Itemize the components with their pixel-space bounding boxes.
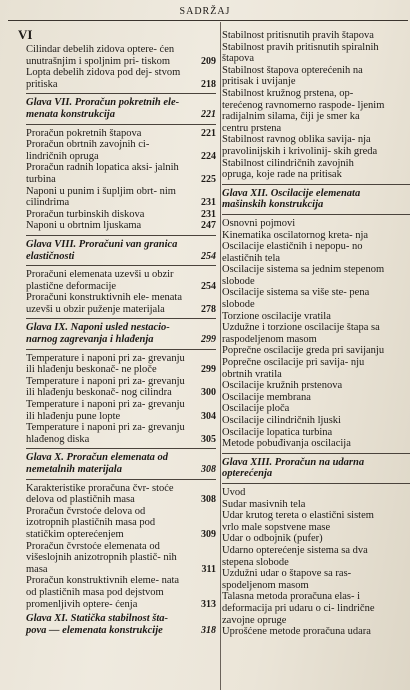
- toc-entry-title: Sudar masivnih tela: [222, 498, 306, 510]
- toc-entry[interactable]: [26, 209, 216, 221]
- toc-entry[interactable]: [26, 162, 216, 185]
- page-number: VI: [18, 27, 33, 42]
- section-rule: [26, 265, 216, 266]
- toc-entry-title: Oscilacije lopatica turbina: [222, 426, 333, 438]
- toc-entry-title: Proračuni konstruktivnih ele- menata uzevši u obzir puženje materijala: [26, 292, 182, 315]
- toc-entry[interactable]: [26, 128, 216, 140]
- toc-entry-title: Karakteristike proračuna čvr- stoće delova od plastičnih masa: [26, 482, 174, 506]
- toc-page-number: 225: [201, 173, 216, 185]
- toc-page-number: 305: [201, 433, 216, 445]
- toc-entry[interactable]: [222, 158, 410, 181]
- toc-entry-title: Proračun čvrstoće elemenata od višeslojnih anizotropnih plastič- nih masa: [26, 540, 177, 575]
- toc-page-number: 299: [201, 334, 216, 346]
- toc-page-number: 309: [201, 528, 216, 540]
- section-rule: [222, 453, 410, 454]
- toc-left-column: [26, 44, 216, 636]
- toc-entry[interactable]: [26, 186, 216, 209]
- toc-page-number: 311: [201, 563, 216, 575]
- toc-entry-title: Stabilnost pritisnutih pravih štapova: [222, 30, 374, 41]
- toc-page-number: 209: [201, 55, 216, 67]
- toc-entry-title: Stabilnost ravnog oblika savija- nja pravolinijskih i krivolinij- skih greda: [222, 134, 378, 157]
- toc-entry[interactable]: [222, 380, 410, 392]
- section-rule: [26, 93, 216, 94]
- toc-entry[interactable]: [26, 399, 216, 422]
- toc-entry[interactable]: [222, 545, 410, 568]
- toc-entry-title: Oscilacije ploča: [222, 403, 290, 415]
- toc-page-number: 247: [201, 220, 216, 232]
- toc-entry[interactable]: [222, 88, 410, 134]
- toc-entry[interactable]: [222, 264, 410, 287]
- toc-page-number: 299: [201, 364, 216, 376]
- toc-entry-title: Metode pobuđivanja oscilacija: [222, 438, 351, 450]
- section-rule: [26, 235, 216, 236]
- toc-entry-title: Uprošćene metode proračuna udara: [222, 626, 371, 638]
- toc-page-number: 231: [201, 197, 216, 209]
- toc-entry-title: Glava VII. Proračun pokretnih ele- menata konstrukcija: [26, 97, 180, 120]
- toc-entry[interactable]: [26, 506, 216, 541]
- toc-page-number: 254: [201, 280, 216, 292]
- toc-chapter-heading[interactable]: [222, 457, 410, 480]
- toc-entry-title: Stabilnost štapova opterećenih na pritisak i uvijanje: [222, 64, 363, 88]
- toc-entry[interactable]: [222, 357, 410, 380]
- toc-entry[interactable]: [26, 139, 216, 162]
- toc-entry[interactable]: [26, 376, 216, 399]
- section-rule: [26, 479, 216, 480]
- toc-entry-title: Proračun konstruktivnih eleme- nata od plastičnih masa pod dejstvom promenljivih optere- ćenja: [26, 575, 180, 610]
- toc-entry-title: Proračuni elemenata uzevši u obzir plastične deformacije: [26, 269, 174, 292]
- toc-page-number: 304: [201, 410, 216, 422]
- toc-page-number: 313: [201, 598, 216, 610]
- toc-entry[interactable]: [222, 626, 410, 638]
- toc-entry[interactable]: [222, 30, 410, 42]
- toc-entry-title: Oscilacije membrana: [222, 391, 311, 403]
- toc-entry-title: Proračun turbinskih diskova: [26, 208, 145, 220]
- toc-entry-title: Poprečne oscilacije greda pri savijanju: [222, 345, 385, 357]
- toc-entry[interactable]: [222, 241, 410, 264]
- toc-entry-title: Torzione oscilacije vratila: [222, 310, 331, 322]
- toc-entry-title: Naponi u punim i šupljim obrt- nim cilindrima: [26, 185, 176, 209]
- toc-entry-title: Temperature i naponi pri za- grevanju ili hlađenju beskonač- nog cilindra: [26, 375, 185, 399]
- toc-entry-title: Osnovni pojmovi: [222, 217, 296, 229]
- toc-entry[interactable]: [26, 422, 216, 445]
- toc-entry[interactable]: [222, 533, 410, 545]
- toc-entry[interactable]: [222, 403, 410, 415]
- toc-entry[interactable]: [222, 322, 410, 345]
- toc-entry-title: Stabilnost kružnog prstena, op- terećenog ravnomerno raspode- ljenim radijalnim silama, čiji je smer ka centru prstena: [222, 87, 385, 134]
- toc-entry-title: Naponi u obrtnim ljuskama: [26, 220, 142, 232]
- toc-entry-title: Glava X. Proračun elemenata od nemetalnih materijala: [26, 452, 169, 475]
- toc-entry-title: Glava XI. Statička stabilnost šta- pova — elemenata konstrukcije: [26, 613, 169, 636]
- toc-entry[interactable]: [222, 438, 410, 450]
- toc-entry-title: Udar o odbojnik (pufer): [222, 533, 323, 545]
- toc-entry-title: Kinematika oscilatornog kreta- nja: [222, 229, 369, 241]
- toc-page-number: 278: [201, 303, 216, 315]
- toc-entry[interactable]: [222, 568, 410, 591]
- toc-right-column: [222, 30, 410, 638]
- toc-entry[interactable]: [222, 42, 410, 65]
- section-rule: [26, 318, 216, 319]
- toc-page-number: 231: [201, 208, 216, 220]
- toc-entry-title: Udarno opterećenje sistema sa dva stepena slobode: [222, 544, 368, 568]
- section-rule: [222, 483, 410, 484]
- toc-entry-title: Proračun pokretnih štapova: [26, 127, 142, 139]
- toc-entry-title: Uzdužni udar o štapove sa ras- spodeljenom masom: [222, 568, 352, 591]
- toc-entry[interactable]: [26, 44, 216, 67]
- toc-entry[interactable]: [222, 487, 410, 499]
- toc-entry-title: Glava VIII. Proračuni van granica elastičnosti: [26, 238, 178, 262]
- toc-entry-title: Udar krutog tereta o elastični sistem vrlo male sopstvene mase: [222, 510, 374, 533]
- toc-entry[interactable]: [222, 392, 410, 404]
- toc-entry[interactable]: [26, 483, 216, 506]
- toc-page-number: 308: [201, 464, 216, 475]
- toc-entry[interactable]: [222, 311, 410, 323]
- column-divider: [220, 22, 221, 690]
- toc-chapter-heading[interactable]: [26, 239, 216, 262]
- toc-chapter-heading[interactable]: [222, 188, 410, 211]
- toc-entry-title: Stabilnost pravih pritisnutih spiralnih štapova: [222, 41, 379, 65]
- toc-entry[interactable]: [222, 591, 410, 626]
- toc-entry-title: Talasna metoda proračuna elas- i deformacija pri udaru o ci- lindrične zavojne opruge: [222, 591, 375, 626]
- section-rule: [26, 448, 216, 449]
- toc-entry-title: Oscilacije kružnih prstenova: [222, 380, 343, 392]
- toc-entry-title: Cilindar debelih zidova optere- ćen unutrašnjim i spoljnim pri- tiskom: [26, 44, 175, 67]
- toc-entry[interactable]: [222, 499, 410, 511]
- toc-entry-title: Oscilacije sistema sa više ste- pena slobode: [222, 287, 370, 311]
- toc-entry-title: Poprečne oscilacije pri savija- nju obrtnih vratila: [222, 357, 365, 380]
- toc-entry[interactable]: [26, 575, 216, 610]
- toc-page-number: 221: [201, 127, 216, 139]
- toc-entry[interactable]: [26, 220, 216, 232]
- toc-page-number: 218: [201, 78, 216, 90]
- toc-page-number: 308: [201, 494, 216, 506]
- header-rule: [8, 20, 408, 21]
- section-rule: [222, 214, 410, 215]
- toc-entry[interactable]: [26, 353, 216, 376]
- toc-entry-title: Glava IX. Naponi usled nestacio- narnog zagrevanja i hlađenja: [26, 322, 170, 346]
- toc-entry-title: Glava XII. Oscilacije elemenata mašinskih konstrukcija: [222, 187, 361, 211]
- toc-entry[interactable]: [222, 345, 410, 357]
- toc-page-number: 300: [201, 387, 216, 399]
- section-rule: [222, 184, 410, 185]
- toc-entry[interactable]: [26, 269, 216, 292]
- toc-entry[interactable]: [222, 134, 410, 157]
- toc-entry[interactable]: [222, 510, 410, 533]
- toc-chapter-heading[interactable]: [26, 613, 216, 636]
- toc-entry-title: Temperature i naponi pri za- grevanju hlađenog diska: [26, 422, 185, 445]
- toc-entry-title: Stabilnost cilindričnih zavojnih opruga, koje rade na pritisak: [222, 157, 354, 181]
- toc-entry[interactable]: [222, 415, 410, 427]
- toc-page-number: 224: [201, 150, 216, 162]
- toc-entry-title: Proračun obrtnih zavojnih ci- lindričnih opruga: [26, 139, 150, 162]
- toc-entry[interactable]: [222, 427, 410, 439]
- toc-page-number: 318: [201, 624, 216, 636]
- toc-entry[interactable]: [222, 65, 410, 88]
- toc-entry-title: Lopta debelih zidova pod dej- stvom pritiska: [26, 67, 181, 90]
- toc-entry-title: Uvod: [222, 486, 246, 498]
- toc-chapter-heading[interactable]: [26, 452, 216, 475]
- toc-entry-title: Temperature i naponi pri za- grevanju ili hlađenju beskonač- ne ploče: [26, 352, 185, 376]
- toc-chapter-heading[interactable]: [26, 322, 216, 345]
- toc-entry[interactable]: [222, 287, 410, 310]
- running-header: SADRŽAJ: [179, 6, 231, 17]
- toc-entry[interactable]: [26, 541, 216, 576]
- toc-entry-title: Uzdužne i torzione oscilacije štapa sa raspodeljenom masom: [222, 322, 380, 345]
- toc-entry-title: Oscilacije elastičnih i nepopu- no elastičnih tela: [222, 241, 363, 264]
- toc-entry-title: Glava XIII. Proračun na udarna opterećenja: [222, 456, 365, 480]
- toc-entry[interactable]: [222, 230, 410, 242]
- section-rule: [26, 124, 216, 125]
- toc-entry-title: Proračun radnih lopatica aksi- jalnih turbina: [26, 162, 179, 185]
- toc-entry-title: Oscilacije sistema sa jednim stepenom slobode: [222, 264, 385, 287]
- toc-entry[interactable]: [222, 218, 410, 230]
- toc-chapter-heading[interactable]: [26, 97, 216, 120]
- toc-entry-title: Oscilacije cilindričnih ljuski: [222, 415, 341, 426]
- toc-page-number: 221: [201, 108, 216, 120]
- toc-entry[interactable]: [26, 292, 216, 315]
- toc-entry-title: Proračun čvrstoće delova od izotropnih plastičnih masa pod statičkim opterećenjem: [26, 505, 156, 540]
- toc-entry-title: Temperature i naponi pri za- grevanju ili hlađenju pune lopte: [26, 399, 185, 422]
- toc-entry[interactable]: [26, 67, 216, 90]
- section-rule: [26, 349, 216, 350]
- toc-page-number: 254: [201, 250, 216, 262]
